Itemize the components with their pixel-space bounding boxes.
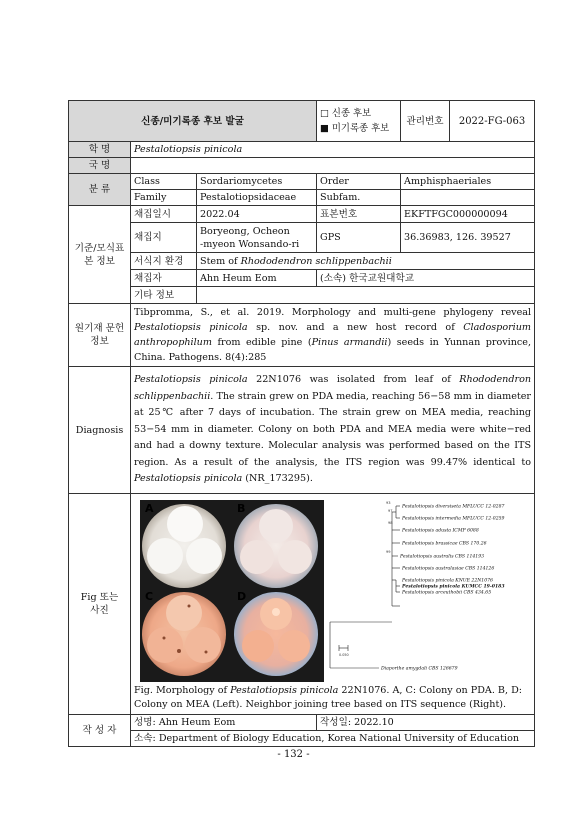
class-value: Sordariomycetes <box>197 174 317 190</box>
author-label: 작 성 자 <box>69 715 131 747</box>
tree-bootstrap-value: 93 <box>386 501 391 505</box>
ref-species: Cladosporium anthropophilum <box>134 322 532 348</box>
caption-species: Pestalotiopsis pinicola <box>230 685 339 696</box>
figure-label-1: Fig 또는 <box>80 592 119 603</box>
order-value: Amphisphaeriales <box>401 174 535 190</box>
ref-part: from edible pine ( <box>211 337 312 348</box>
tree-taxon-label: Pestalotiopsis australasiae CBS 114126 <box>402 566 495 572</box>
diagnosis-text <box>131 367 535 494</box>
panel-b-plate <box>234 504 318 588</box>
collection-date-label: 채집일시 <box>131 206 197 223</box>
tree-scale-label: 0.050 <box>339 653 349 657</box>
tree-taxon-label: Pestalotiopsis intermedia MFLUCC 12-0259 <box>402 516 505 522</box>
management-number: 2022-FG-063 <box>458 115 526 127</box>
panel-c-plate <box>142 592 226 676</box>
diag-species: Pestalotiopsis pinicola <box>134 374 248 386</box>
habitat-value <box>197 253 535 270</box>
diag-part: (NR_173295). <box>242 473 313 485</box>
panel-d-label: D <box>237 590 247 603</box>
author-date: 작성일: 2022.10 <box>317 715 535 731</box>
phylogenetic-tree <box>330 506 400 668</box>
collection-site <box>197 223 317 253</box>
collection-site-line-1: Boryeong, Ocheon <box>200 225 290 237</box>
reference-label-1: 원기재 문헌 <box>74 323 125 334</box>
collector-label: 채집자 <box>131 270 197 287</box>
tree-taxon-label: Pestalotiopsis pinicola KNUE 22N1076 <box>402 578 493 584</box>
figure-svg <box>134 496 534 686</box>
specimen-number-label: 표본번호 <box>317 206 401 223</box>
other-info-label: 기타 정보 <box>131 287 197 304</box>
reference-label-2: 정보 <box>90 336 109 347</box>
caption-part: Fig. Morphology of <box>134 685 231 696</box>
subfamily-label: Subfam. <box>317 190 401 206</box>
diag-species: Pestalotiopsis pinicola <box>134 473 243 485</box>
gps-value: 36.36983, 126. 39527 <box>401 223 535 253</box>
option-new-species[interactable]: □ 신종 후보 <box>320 108 372 119</box>
figure-caption <box>134 684 531 712</box>
tree-taxon-label: Pestalotiopsis arceuthobii CBS 434.65 <box>402 590 492 596</box>
habitat-prefix: Stem of <box>200 255 241 267</box>
form-table <box>68 100 535 747</box>
panel-b-label: B <box>237 502 246 515</box>
panel-a-plate <box>142 504 226 588</box>
ref-species: Pinus armandii <box>311 337 388 348</box>
tree-bootstrap-value: 97 <box>388 509 393 513</box>
scientific-name: Pestalotiopsis pinicola <box>131 142 535 158</box>
specimen-number: EKFTFGC000000094 <box>401 206 535 223</box>
gps-label: GPS <box>317 223 401 253</box>
tree-bootstrap-value: 99 <box>386 550 391 554</box>
habitat-label: 서식지 환경 <box>131 253 197 270</box>
tree-taxon-label: Pestalotiopsis pinicola KUMCC 19-0183 <box>402 584 505 590</box>
korean-name <box>131 158 535 174</box>
subfamily-value <box>401 190 535 206</box>
ref-species: Pestalotiopsis pinicola <box>134 322 248 333</box>
figure-cell <box>131 494 535 715</box>
tree-taxon-label: Pestalotiopsis adusta ICMP 6088 <box>402 528 479 534</box>
specimen-form <box>68 100 534 747</box>
specimen-section-label-1: 기준/모식표 <box>74 242 125 254</box>
reference-text <box>131 304 535 367</box>
family-value: Pestalotiopsidaceae <box>197 190 317 206</box>
other-info <box>197 287 535 304</box>
ref-part: ) seeds in Yunnan province, China. Pathogens. 8(4):285 <box>134 337 532 363</box>
tree-taxon-label: Pestalotiopsis diversiseta MFLUCC 12-0287 <box>402 504 505 510</box>
diag-part: 22N1076 was isolated from leaf of <box>247 374 460 386</box>
order-label: Order <box>317 174 401 190</box>
class-label: Class <box>131 174 197 190</box>
caption-part: 22N1076. A, C: Colony on PDA. B, D: Colony on MEA (Left). Neighbor joining tree based on ITS sequence (Right). <box>134 685 523 710</box>
figure-label <box>69 494 131 715</box>
classification-label: 분 류 <box>69 174 131 206</box>
option-unrecorded-species[interactable]: ■ 미기록종 후보 <box>320 123 390 134</box>
tree-taxon-label: Pestalotiopsis australis CBS 114193 <box>400 554 485 560</box>
form-title: 신종/미기록종 후보 발굴 <box>69 101 317 142</box>
candidate-type <box>317 101 401 142</box>
specimen-section-label-2: 본 정보 <box>84 255 115 267</box>
ref-part: sp. nov. and a new host record of <box>247 322 464 333</box>
author-affiliation: 소속: Department of Biology Education, Korea National University of Education <box>131 731 535 747</box>
collection-site-label: 채집지 <box>131 223 197 253</box>
collection-site-line-2: -myeon Wonsando-ri <box>200 238 300 250</box>
figure-area <box>134 496 531 686</box>
tree-bootstrap-value: 98 <box>388 521 393 525</box>
collection-date: 2022.04 <box>197 206 317 223</box>
management-cell <box>401 101 535 142</box>
scientific-name-label: 학 명 <box>69 142 131 158</box>
korean-name-label: 국 명 <box>69 158 131 174</box>
reference-label <box>69 304 131 367</box>
habitat-species: Rhododendron schlippenbachii <box>240 255 392 267</box>
tree-taxon-label: Pestalotiopsis brassicae CBS 170.26 <box>402 541 487 547</box>
diag-host: Rhododendron schlippenbachii. <box>134 374 532 402</box>
panel-d-plate <box>234 592 318 676</box>
tree-taxon-label: Diaporthe amygdali CBS 126679 <box>381 666 458 672</box>
diagnosis-label: Diagnosis <box>69 367 131 494</box>
figure-label-2: 사진 <box>90 605 109 616</box>
family-label: Family <box>131 190 197 206</box>
ref-part: Tibpromma, S., et al. 2019. Morphology and multi-gene phylogeny reveal <box>134 307 532 318</box>
collector-affiliation: (소속) 한국교원대학교 <box>317 270 535 287</box>
diag-part: The strain grew on PDA media, reaching 56−58 mm in diameter at 25℃ after 7 days of incubation. The strain grew on MEA media, reaching 53−54 mm in diameter. Colony on both PDA and MEA media were white−red and had a downy texture. Molecular analysis was performed based on the ITS region. As a result of the analysis, the ITS region was 99.47% identical to <box>134 390 532 468</box>
panel-c-label: C <box>145 590 154 603</box>
author-name: 성명: Ahn Heum Eom <box>131 715 317 731</box>
management-label: 관리번호 <box>401 101 450 141</box>
collector-name: Ahn Heum Eom <box>197 270 317 287</box>
page-number: - 132 - <box>277 749 310 760</box>
specimen-section-label <box>69 206 131 304</box>
panel-a-label: A <box>145 502 154 515</box>
